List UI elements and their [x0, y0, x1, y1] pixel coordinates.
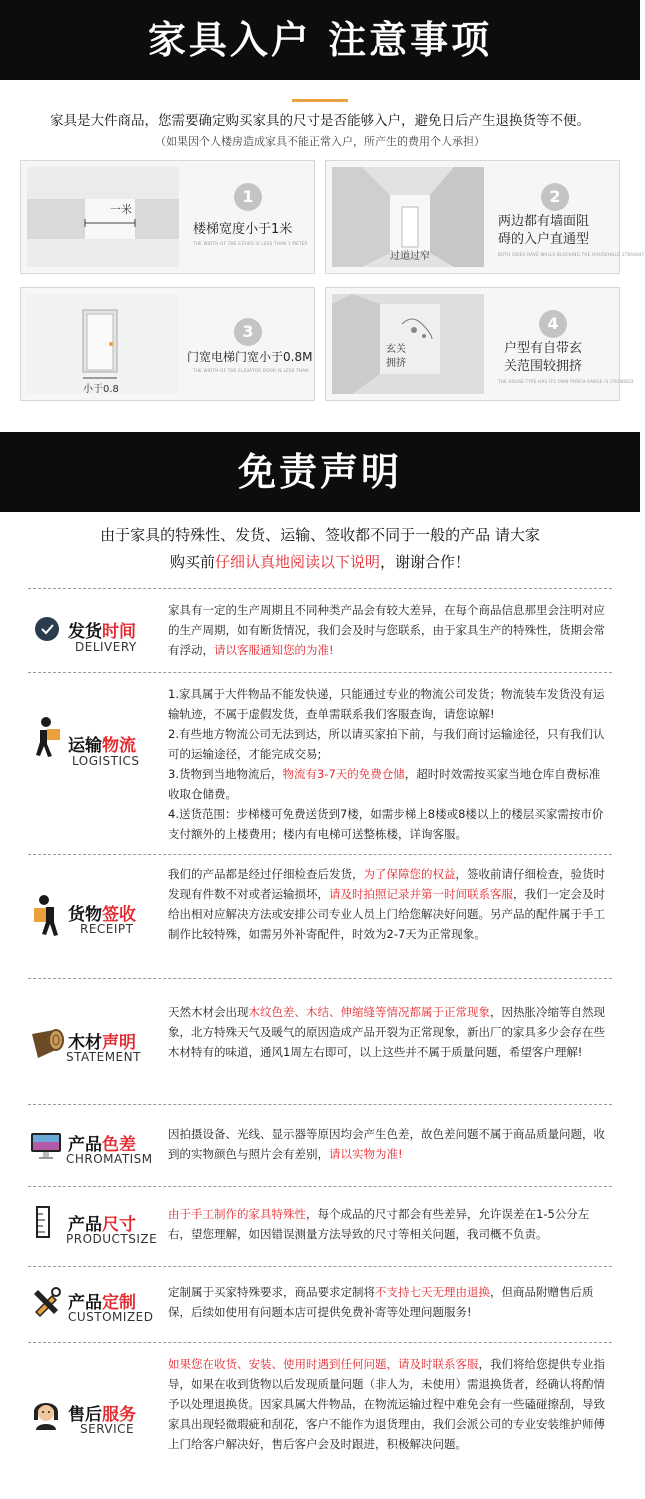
text: 因拍摄设备、光线、显示器等原因均会产生色差，故色差问题不属于商品质量问题，收到的实物颜色与照片会有差别， — [168, 1127, 605, 1161]
panel-caption-en: THE HOUSE TYPE HAS ITS OWN PORCH RANGE IS CROWDED — [498, 379, 634, 384]
panel-caption-en: BOTH SIDES HAVE WALLS BLOCKING THE HOUSEHOLD STRAIGHT — [498, 252, 645, 257]
notice-panel-corridor — [325, 160, 645, 274]
title-black: 木材 — [68, 1033, 102, 1053]
text: ，我们一定会及时给出相对应解决方法或安排公司专业人员上门给您解决好问题。另产品的配件属于手工制作比较特殊，如需另外补寄配件，时效为2-7天为正常现象。 — [168, 887, 605, 941]
title-red: 声明 — [102, 1033, 136, 1053]
scene-label-crowded: 拥挤 — [386, 358, 406, 369]
notice-panel-stairs — [20, 160, 315, 274]
porch-illustration — [332, 294, 484, 394]
section-logistics — [0, 672, 640, 854]
door-illustration — [27, 294, 179, 394]
number-badge: 3 — [234, 318, 262, 346]
section-title-en: SERVICE — [80, 1422, 135, 1436]
section-text — [168, 1282, 608, 1322]
title-red: 时间 — [102, 622, 136, 642]
title-red: 服务 — [102, 1405, 136, 1425]
disclaimer-intro-line2 — [0, 551, 640, 572]
tools-icon — [32, 1286, 62, 1316]
delivery-person-icon — [34, 716, 62, 758]
text-highlight: 请以实物为准! — [329, 1147, 403, 1161]
paragraph — [168, 764, 608, 804]
section-text — [168, 864, 608, 944]
panel-caption: 楼梯宽度小于1米 — [193, 222, 293, 237]
notice-panel-porch — [325, 287, 634, 401]
section-customized — [0, 1266, 640, 1342]
intro-highlight: 仔细认真地阅读以下说明 — [214, 553, 380, 571]
panel-caption-line1: 户型有自带玄 — [504, 341, 583, 356]
accent-divider — [292, 99, 348, 102]
disclaimer-intro-line1: 由于家具的特殊性、发货、运输、签收都不同于一般的产品 请大家 — [100, 526, 540, 544]
text: 3.货物到当地物流后， — [168, 767, 283, 781]
section-title-en: STATEMENT — [66, 1050, 141, 1064]
corridor-illustration — [332, 167, 484, 267]
section-text — [168, 1354, 608, 1454]
text: 家具有一定的生产周期且不同种类产品会有较大差异，在每个商品信息那里会注明对应的生产周期，如有断货情况，我们会及时与您联系，由于家具生产的特殊性，货期会常有浮动， — [168, 603, 605, 657]
notice-banner-title: 家具入户 注意事项 — [0, 0, 640, 80]
disclaimer-banner-title: 免责声明 — [0, 432, 640, 512]
intro-text: 购买前 — [169, 553, 215, 571]
paragraph: 1.家具属于大件物品不能发快递，只能通过专业的物流公司发货；物流装车发货没有运输轨迹，不属于虚假发货，查单需联系我们客服查询，请您谅解! — [168, 687, 605, 721]
section-title-en: PRODUCTSIZE — [66, 1232, 158, 1246]
courier-box-icon — [34, 894, 62, 936]
panel-caption-line2: 关范围较拥挤 — [504, 359, 583, 374]
number-badge: 2 — [541, 183, 569, 211]
section-statement — [0, 978, 640, 1104]
monitor-icon — [30, 1132, 62, 1160]
section-title-en: LOGISTICS — [72, 754, 140, 768]
text-highlight: 不支持七天无理由退换 — [375, 1285, 490, 1299]
section-receipt — [0, 854, 640, 978]
section-text — [168, 684, 608, 844]
panel-caption-line2: 碍的入户直通型 — [498, 232, 590, 247]
section-delivery — [0, 588, 640, 672]
panel-caption-en: THE WIDTH OF THE ELEVATOR DOOR IS LESS THAN — [193, 368, 309, 373]
section-title-en: CUSTOMIZED — [68, 1310, 154, 1324]
scene-label-porch: 玄关 — [386, 344, 406, 355]
section-text — [168, 1002, 608, 1062]
text-highlight: 为了保障您的权益 — [363, 867, 456, 881]
text: ，因热胀冷缩等自然现象，北方特殊天气及暖气的原因造成产品开裂为正常现象，新出厂的家具多少会存在些木材特有的味道，通风1周左右即可，以上这些并不属于质量问题，希望客户理解! — [168, 1005, 605, 1059]
section-text — [168, 1124, 608, 1164]
title-red: 尺寸 — [102, 1215, 136, 1235]
title-red: 定制 — [102, 1293, 136, 1313]
section-title-en: DELIVERY — [75, 640, 137, 654]
text: 我们的产品都是经过仔细检查后发货， — [168, 867, 364, 881]
ruler-icon — [32, 1206, 54, 1238]
title-black: 产品 — [68, 1293, 102, 1313]
section-title — [68, 617, 136, 642]
section-service — [0, 1342, 640, 1499]
wood-log-icon — [30, 1028, 64, 1060]
intro-text: ，谢谢合作！ — [380, 553, 471, 571]
text-highlight: 由于手工制作的家具特殊性 — [168, 1207, 306, 1221]
number-badge: 4 — [539, 310, 567, 338]
text-highlight: 请以客服通知您的为准! — [214, 643, 334, 657]
section-chromatism — [0, 1104, 640, 1186]
text: ，我们将给您提供专业指导，如果在收到货物以后发现质量问题（非人为，未使用）需退换货者，经确认将酌情予以处理退换货。因家具属大件物品，在物流运输过程中难免会有一些磕碰擦刮，导致家具出现轻微瑕疵和刮花，客户不能作为退货理由，我们会派公司的专业安装维护师傅上门给客户解决好，售后客户会及时跟进，积极解决问题。 — [168, 1357, 605, 1451]
text: 天然木材会出现 — [168, 1005, 249, 1019]
title-red: 签收 — [102, 905, 136, 925]
section-title-en: RECEIPT — [80, 922, 134, 936]
text-highlight: 木纹色差、木结、伸缩缝等情况都属于正常现象 — [248, 1005, 490, 1019]
scene-label-less-than: 小于0.8 — [83, 384, 119, 395]
text: ，超时时效需按买家当地仓库自费标准收取仓储费。 — [168, 767, 601, 801]
section-title-en: CHROMATISM — [66, 1152, 153, 1166]
scene-label-one-meter: 一米 — [110, 203, 132, 216]
section-title — [68, 731, 136, 756]
section-size — [0, 1186, 640, 1266]
title-black: 发货 — [68, 622, 102, 642]
panel-caption-en: THE WIDTH OF THE STAIRS IS LESS THAN 1 METER — [193, 241, 308, 246]
text: 定制属于买家特殊要求，商品要求定制将 — [168, 1285, 375, 1299]
text: ，但商品附赠售后质保，后续如使用有问题本店可提供免费补寄等处理问题服务! — [168, 1285, 594, 1319]
clock-icon — [34, 616, 60, 642]
customer-service-icon — [30, 1394, 62, 1430]
text-highlight: 物流有3-7天的免费仓储 — [282, 767, 405, 781]
stairs-illustration — [27, 167, 179, 267]
panel-caption-line1: 两边都有墙面阻 — [498, 214, 590, 229]
intro-subtext: （如果因个人楼房造成家具不能正常入户，所产生的费用个人承担） — [155, 135, 485, 148]
title-black: 产品 — [68, 1135, 102, 1155]
panel-caption: 门宽电梯门宽小于0.8M — [187, 350, 313, 364]
text: ，每个成品的尺寸都会有些差异，允许误差在1-5公分左右，望您理解，如因错误测量方法导致的尺寸等相关问题，我司概不负责。 — [168, 1207, 590, 1241]
title-black: 产品 — [68, 1215, 102, 1235]
text: ，签收前请仔细检查，验货时发现有件数不对或者运输损坏， — [168, 867, 605, 901]
title-black: 售后 — [68, 1405, 102, 1425]
paragraph: 2.有些地方物流公司无法到达，所以请买家拍下前，与我们商讨运输途径，只有我们认可的运输途径，才能完成交易; — [168, 727, 605, 761]
scene-label-narrow: 过道过窄 — [390, 251, 430, 262]
number-badge: 1 — [234, 183, 262, 211]
section-text — [168, 600, 608, 660]
notice-panel-door — [20, 287, 315, 401]
title-red: 物流 — [102, 736, 136, 756]
title-red: 色差 — [102, 1135, 136, 1155]
text-highlight: 如果您在收货、安装、使用时遇到任何问题，请及时联系客服 — [168, 1357, 479, 1371]
intro-text: 家具是大件商品，您需要确定购买家具的尺寸是否能够入户，避免日后产生退换货等不便。 — [50, 113, 590, 129]
title-black: 货物 — [68, 905, 102, 925]
paragraph: 4.送货范围：步梯楼可免费送货到7楼，如需步梯上8楼或8楼以上的楼层买家需按市价支付额外的上楼费用；楼内有电梯可送整栋楼，详询客服。 — [168, 807, 604, 841]
title-black: 运输 — [68, 736, 102, 756]
section-text — [168, 1204, 608, 1244]
text-highlight: 请及时拍照记录并第一时间联系客服 — [329, 887, 513, 901]
